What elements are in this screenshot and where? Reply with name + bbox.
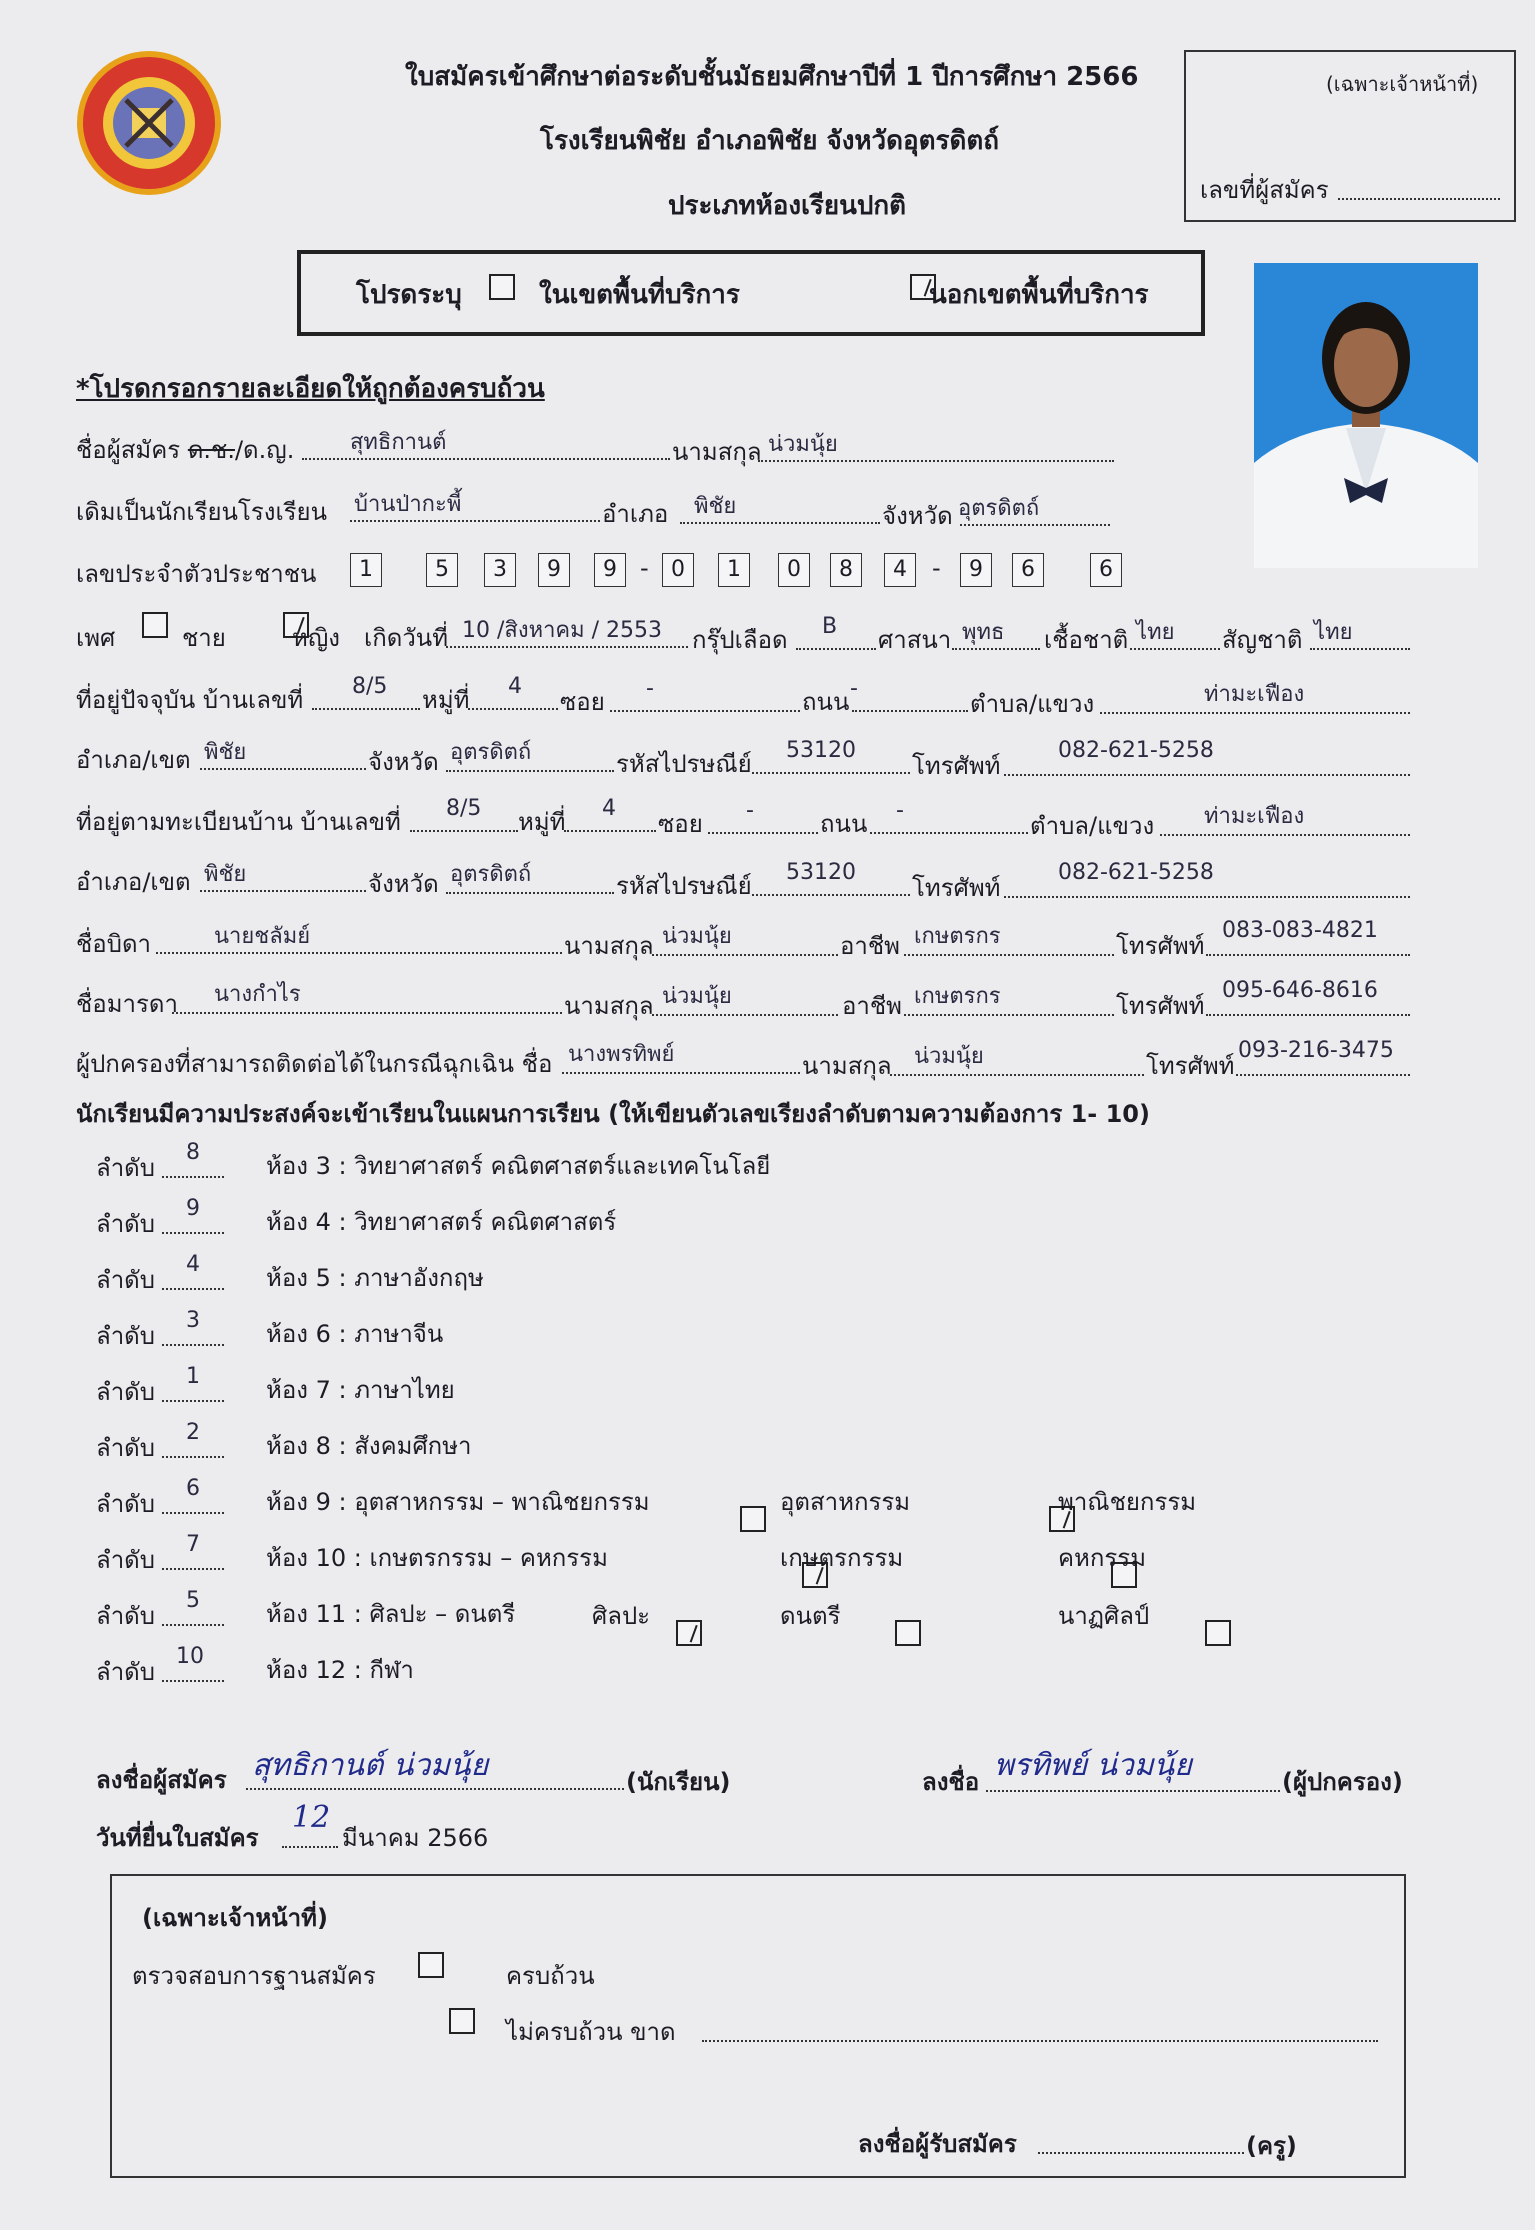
father-job-value: เกษตรกร	[914, 924, 1001, 949]
room-label: ห้อง 5 : ภาษาอังกฤษ	[266, 1264, 484, 1292]
id-digit[interactable]: 8	[830, 553, 862, 587]
mother-name-value: นางกำไร	[214, 982, 301, 1007]
religion-label: ศาสนา	[878, 626, 952, 654]
applicant-sign-label: ลงชื่อผู้สมัคร	[96, 1766, 227, 1794]
id-separator: -	[640, 554, 649, 582]
rank-label: ลำดับ	[96, 1378, 156, 1406]
current-soi-value: -	[646, 676, 654, 701]
id-digit[interactable]: 9	[960, 553, 992, 587]
id-digit[interactable]: 6	[1012, 553, 1044, 587]
rank-label: ลำดับ	[96, 1434, 156, 1462]
current-road-value: -	[850, 676, 858, 701]
room-label: ห้อง 11 : ศิลปะ – ดนตรี	[266, 1600, 516, 1628]
mother-label: ชื่อมารดา	[76, 990, 178, 1018]
gender-label: เพศ	[76, 624, 116, 652]
current-house-value: 8/5	[352, 674, 388, 699]
male-label: ชาย	[182, 624, 226, 652]
birth-label: เกิดวันที่	[364, 624, 449, 652]
mother-phone-value: 095-646-8616	[1222, 978, 1378, 1003]
dance-label: นาฏศิลป์	[1058, 1602, 1150, 1630]
male-checkbox[interactable]	[142, 612, 168, 638]
registered-road-value: -	[896, 798, 904, 823]
school-logo	[74, 48, 224, 198]
registered-province-label: จังหวัด	[368, 870, 439, 898]
form-title: ใบสมัครเข้าศึกษาต่อระดับชั้นมัธยมศึกษาปีที่ 1 ปีการศึกษา 2566	[405, 62, 1139, 92]
current-road-field[interactable]	[852, 684, 968, 712]
rank-value: 7	[186, 1532, 200, 1557]
rank-label: ลำดับ	[96, 1154, 156, 1182]
complete-label: ครบถ้วน	[506, 1962, 595, 1990]
applicant-no-label: เลขที่ผู้สมัคร	[1200, 176, 1329, 204]
date-rest: มีนาคม 2566	[342, 1824, 489, 1852]
birth-value: 10 /สิงหาคม / 2553	[462, 618, 663, 643]
registered-phone-value: 082-621-5258	[1058, 860, 1214, 885]
industry-checkbox[interactable]	[740, 1506, 766, 1532]
id-digit[interactable]: 5	[426, 553, 458, 587]
current-province-value: อุตรดิตถ์	[450, 740, 532, 765]
father-label: ชื่อบิดา	[76, 930, 151, 958]
race-label: เชื้อชาติ	[1044, 626, 1129, 654]
current-tambon-value: ท่ามะเฟือง	[1204, 682, 1305, 707]
office-section-label: (เฉพาะเจ้าหน้าที่)	[142, 1904, 328, 1932]
current-phone-label: โทรศัพท์	[912, 752, 1001, 780]
registered-tambon-label: ตำบล/แขวง	[1030, 812, 1155, 840]
home-econ-label: คหกรรม	[1058, 1544, 1147, 1572]
agriculture-label: เกษตรกรรม	[780, 1544, 904, 1572]
mother-phone-label: โทรศัพท์	[1116, 992, 1205, 1020]
father-surname-label: นามสกุล	[564, 932, 654, 960]
id-digit[interactable]: 4	[884, 553, 916, 587]
registered-postal-label: รหัสไปรษณีย์	[616, 872, 752, 900]
name-label-struck: ด.ช.	[187, 436, 235, 464]
guardian-phone-value: 093-216-3475	[1238, 1038, 1394, 1063]
guardian-name-value: นางพรทิพย์	[568, 1042, 675, 1067]
rank-value: 3	[186, 1308, 200, 1333]
guardian-surname-value: น่วมนุ้ย	[914, 1044, 984, 1069]
guardian-role: (ผู้ปกครอง)	[1282, 1768, 1403, 1796]
nationality-label: สัญชาติ	[1222, 626, 1303, 654]
complete-checkbox[interactable]	[418, 1952, 444, 1978]
rank-label: ลำดับ	[96, 1490, 156, 1518]
id-digit[interactable]: 3	[484, 553, 516, 587]
id-digit[interactable]: 1	[718, 553, 750, 587]
name-label-suffix: /ด.ญ.	[234, 436, 295, 464]
receiver-label: ลงชื่อผู้รับสมัคร	[858, 2130, 1017, 2158]
id-label: เลขประจำตัวประชาชน	[76, 560, 317, 588]
guardian-phone-label: โทรศัพท์	[1146, 1052, 1235, 1080]
date-label: วันที่ยื่นใบสมัคร	[96, 1824, 259, 1852]
room-label: ห้อง 12 : กีฬา	[266, 1656, 414, 1684]
nationality-value: ไทย	[1314, 620, 1353, 645]
rank-label: ลำดับ	[96, 1602, 156, 1630]
zone-selector	[297, 250, 1205, 336]
father-name-value: นายชลัมย์	[214, 924, 311, 949]
room-label: ห้อง 9 : อุตสาหกรรม – พาณิชยกรรม	[266, 1488, 650, 1516]
current-province-label: จังหวัด	[368, 748, 439, 776]
guardian-label: ผู้ปกครองที่สามารถติดต่อได้ในกรณีฉุกเฉิน ชื่อ	[76, 1050, 553, 1078]
receiver-role: (ครู)	[1246, 2132, 1297, 2160]
industry-label: อุตสาหกรรม	[780, 1488, 911, 1516]
name-label	[76, 430, 294, 469]
father-phone-label: โทรศัพท์	[1116, 932, 1205, 960]
mother-job-value: เกษตรกร	[914, 984, 1001, 1009]
blood-value: B	[822, 614, 838, 639]
race-value: ไทย	[1136, 620, 1175, 645]
current-phone-value: 082-621-5258	[1058, 738, 1214, 763]
mother-job-label: อาชีพ	[842, 992, 902, 1020]
id-digit[interactable]: 9	[538, 553, 570, 587]
incomplete-checkbox[interactable]	[449, 2008, 475, 2034]
current-soi-label: ซอย	[560, 688, 605, 716]
zone-outside-label: นอกเขตพื้นที่บริการ	[929, 280, 1149, 310]
art-label: ศิลปะ	[592, 1602, 651, 1630]
id-digit[interactable]: 9	[594, 553, 626, 587]
registered-tambon-value: ท่ามะเฟือง	[1204, 804, 1305, 829]
room-label: ห้อง 10 : เกษตรกรรม – คหกรรม	[266, 1544, 608, 1572]
surname-label: นามสกุล	[672, 438, 762, 466]
blood-label: กรุ๊ปเลือด	[692, 626, 788, 654]
id-digit[interactable]: 0	[778, 553, 810, 587]
current-moo-label: หมู่ที่	[422, 686, 470, 714]
current-moo-value: 4	[508, 674, 522, 699]
guardian-sign-label: ลงชื่อ	[922, 1768, 980, 1796]
rank-label: ลำดับ	[96, 1210, 156, 1238]
room-label: ห้อง 8 : สังคมศึกษา	[266, 1432, 472, 1460]
rank-value: 6	[186, 1476, 200, 1501]
zone-inside-label: ในเขตพื้นที่บริการ	[539, 280, 740, 310]
art-checkbox[interactable]	[676, 1620, 702, 1646]
rank-label: ลำดับ	[96, 1322, 156, 1350]
room-label: ห้อง 3 : วิทยาศาสตร์ คณิตศาสตร์และเทคโนโลยี	[266, 1152, 771, 1180]
current-postal-value: 53120	[786, 738, 856, 763]
rank-value: 2	[186, 1420, 200, 1445]
rank-label: ลำดับ	[96, 1266, 156, 1294]
check-label: ตรวจสอบการฐานสมัคร	[132, 1962, 376, 1990]
id-digit[interactable]: 0	[662, 553, 694, 587]
current-soi-field[interactable]	[610, 684, 800, 712]
zone-prompt: โปรดระบุ	[356, 280, 462, 310]
current-amphoe-value: พิชัย	[204, 740, 247, 765]
preference-heading: นักเรียนมีความประสงค์จะเข้าเรียนในแผนการเรียน (ให้เขียนตัวเลขเรียงลำดับตามความต้องการ 1- 10)	[76, 1100, 1150, 1128]
registered-amphoe-value: พิชัย	[204, 862, 247, 887]
mother-surname-value: น่วมนุ้ย	[662, 984, 732, 1009]
mother-surname-label: นามสกุล	[564, 992, 654, 1020]
commerce-label: พาณิชยกรรม	[1058, 1488, 1197, 1516]
surname-value: น่วมนุ้ย	[768, 432, 838, 457]
rank-label: ลำดับ	[96, 1658, 156, 1686]
rank-value: 1	[186, 1364, 200, 1389]
registered-road-label: ถนน	[820, 810, 868, 838]
id-digit[interactable]: 6	[1090, 553, 1122, 587]
music-label: ดนตรี	[780, 1602, 841, 1630]
current-amphoe-label: อำเภอ/เขต	[76, 746, 191, 774]
current-tambon-label: ตำบล/แขวง	[970, 690, 1095, 718]
school-name: โรงเรียนพิชัย อำเภอพิชัย จังหวัดอุตรดิตถ์	[540, 126, 1000, 156]
province-value: อุตรดิตถ์	[958, 496, 1040, 521]
religion-value: พุทธ	[962, 620, 1005, 645]
room-label: ห้อง 4 : วิทยาศาสตร์ คณิตศาสตร์	[266, 1208, 617, 1236]
missing-field[interactable]	[702, 2014, 1378, 2042]
father-job-label: อาชีพ	[840, 932, 900, 960]
registered-soi-value: -	[746, 798, 754, 823]
registered-postal-value: 53120	[786, 860, 856, 885]
district-value: พิชัย	[694, 494, 737, 519]
rank-value: 4	[186, 1252, 200, 1277]
guardian-surname-label: นามสกุล	[802, 1052, 892, 1080]
applicant-no-field[interactable]	[1338, 172, 1500, 200]
registered-road-field[interactable]	[870, 806, 1028, 834]
rank-value: 9	[186, 1196, 200, 1221]
father-surname-value: น่วมนุ้ย	[662, 924, 732, 949]
registered-moo-label: หมู่ที่	[518, 808, 566, 836]
name-label-prefix: ชื่อผู้สมัคร	[76, 436, 181, 464]
registered-soi-label: ซอย	[658, 810, 703, 838]
applicant-role: (นักเรียน)	[626, 1768, 731, 1796]
office-use-label: (เฉพาะเจ้าหน้าที่)	[1326, 72, 1479, 96]
applicant-signature: สุทธิกานต์ น่วมนุ้ย	[252, 1748, 489, 1783]
applicant-photo	[1254, 263, 1478, 568]
office-use-box	[1184, 50, 1516, 222]
id-digit[interactable]: 1	[350, 553, 382, 587]
rank-label: ลำดับ	[96, 1546, 156, 1574]
female-label: หญิง	[292, 624, 340, 652]
rank-value: 5	[186, 1588, 200, 1613]
registered-address-label: ที่อยู่ตามทะเบียนบ้าน บ้านเลขที่	[76, 808, 401, 836]
rank-value: 10	[176, 1644, 204, 1669]
zone-inside-checkbox[interactable]	[489, 274, 515, 300]
registered-province-value: อุตรดิตถ์	[450, 862, 532, 887]
incomplete-label: ไม่ครบถ้วน ขาด	[506, 2018, 676, 2046]
classroom-type: ประเภทห้องเรียนปกติ	[668, 191, 907, 221]
province-label: จังหวัด	[882, 502, 953, 530]
office-section	[110, 1874, 1406, 2178]
date-day-value: 12	[292, 1800, 331, 1835]
instruction-text: *โปรดกรอกรายละเอียดให้ถูกต้องครบถ้วน	[76, 374, 545, 404]
room-label: ห้อง 7 : ภาษาไทย	[266, 1376, 455, 1404]
prev-school-label: เดิมเป็นนักเรียนโรงเรียน	[76, 498, 328, 526]
district-label: อำเภอ	[602, 500, 669, 528]
current-road-label: ถนน	[802, 688, 850, 716]
rank-value: 8	[186, 1140, 200, 1165]
registered-phone-label: โทรศัพท์	[912, 874, 1001, 902]
father-phone-value: 083-083-4821	[1222, 918, 1378, 943]
current-address-label: ที่อยู่ปัจจุบัน บ้านเลขที่	[76, 686, 304, 714]
room-label: ห้อง 6 : ภาษาจีน	[266, 1320, 444, 1348]
registered-amphoe-label: อำเภอ/เขต	[76, 868, 191, 896]
registered-moo-value: 4	[602, 796, 616, 821]
dance-checkbox[interactable]	[1205, 1620, 1231, 1646]
prev-school-value: บ้านป่ากะพี้	[354, 492, 462, 517]
registered-soi-field[interactable]	[708, 806, 818, 834]
receiver-field[interactable]	[1038, 2126, 1244, 2154]
first-name-value: สุทธิกานต์	[350, 430, 447, 455]
id-separator: -	[932, 554, 941, 582]
guardian-signature: พรทิพย์ น่วมนุ้ย	[994, 1748, 1192, 1783]
registered-house-value: 8/5	[446, 796, 482, 821]
music-checkbox[interactable]	[895, 1620, 921, 1646]
current-postal-label: รหัสไปรษณีย์	[616, 750, 752, 778]
